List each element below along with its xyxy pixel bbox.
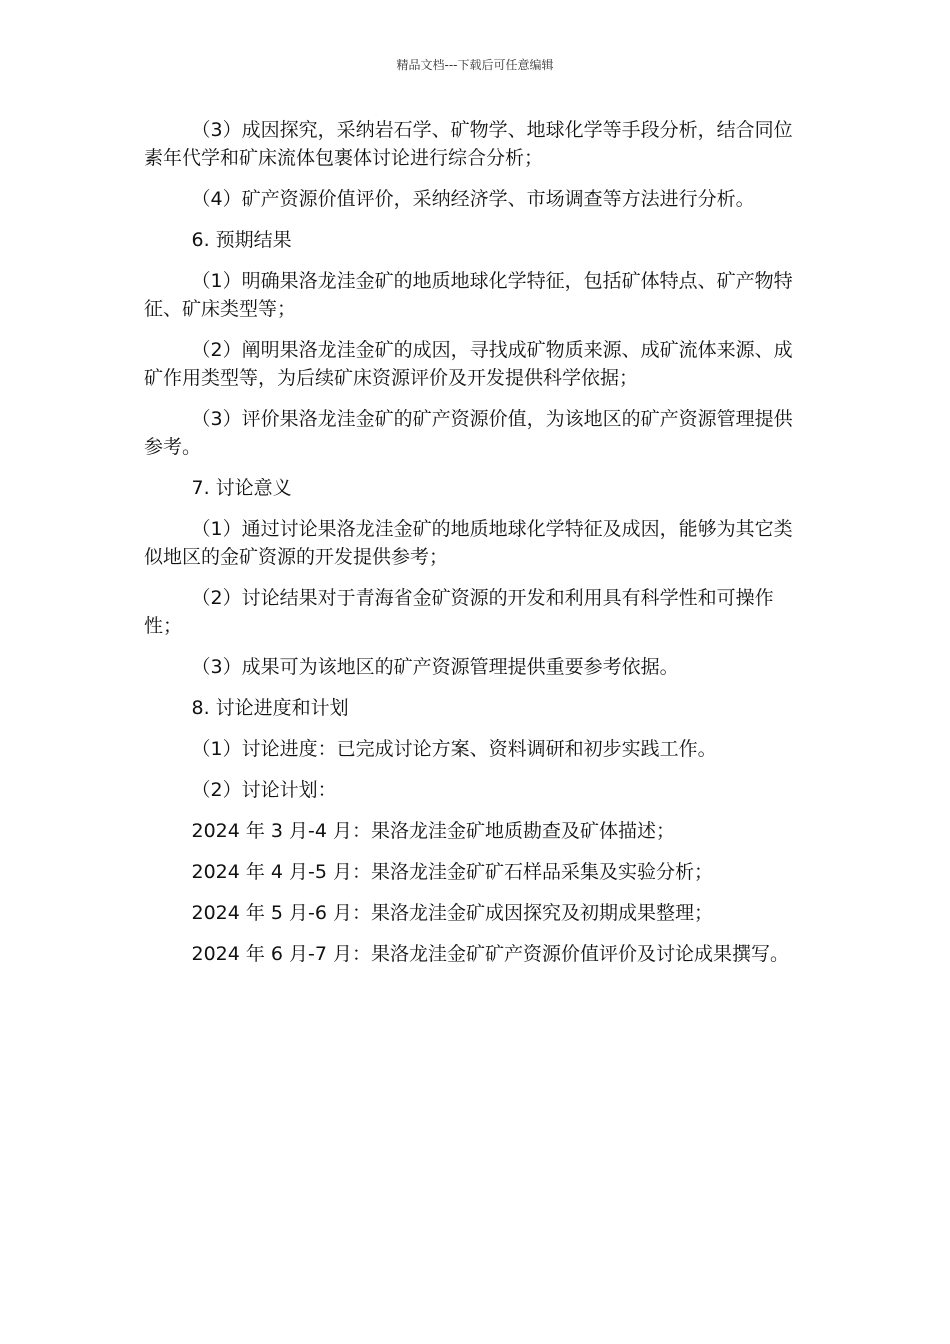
paragraph-plan: （2）讨论计划： — [191, 779, 337, 801]
section-heading-schedule: 8. 讨论进度和计划 — [191, 697, 349, 719]
page-header: 精品文档---下载后可任意编辑 — [396, 58, 554, 72]
schedule-item-mar-apr: 2024 年 3 月-4 月：果洛龙洼金矿地质勘查及矿体描述； — [191, 820, 676, 842]
paragraph-value-evaluation: （4）矿产资源价值评价，采纳经济学、市场调查等方法进行分析。 — [191, 188, 755, 210]
schedule-item-may-jun: 2024 年 5 月-6 月：果洛龙洼金矿成因探究及初期成果整理； — [191, 902, 714, 924]
paragraph-result-1: （1）明确果洛龙洼金矿的地质地球化学特征，包括矿体特点、矿产物特征、矿床类型等； — [144, 270, 793, 320]
paragraph-cause-study: （3）成因探究，采纳岩石学、矿物学、地球化学等手段分析，结合同位素年代学和矿床流体包裹体讨论进行综合分析； — [144, 119, 793, 169]
paragraph-significance-1: （1）通过讨论果洛龙洼金矿的地质地球化学特征及成因，能够为其它类似地区的金矿资源的开发提供参考； — [144, 518, 793, 568]
paragraph-significance-3: （3）成果可为该地区的矿产资源管理提供重要参考依据。 — [191, 656, 679, 678]
schedule-item-jun-jul: 2024 年 6 月-7 月：果洛龙洼金矿矿产资源价值评价及讨论成果撰写。 — [191, 943, 790, 965]
paragraph-progress: （1）讨论进度：已完成讨论方案、资料调研和初步实践工作。 — [191, 738, 717, 760]
schedule-item-apr-may: 2024 年 4 月-5 月：果洛龙洼金矿矿石样品采集及实验分析； — [191, 861, 714, 883]
section-heading-significance: 7. 讨论意义 — [191, 477, 292, 499]
paragraph-significance-2: （2）讨论结果对于青海省金矿资源的开发和利用具有科学性和可操作性； — [144, 587, 774, 637]
paragraph-result-3: （3）评价果洛龙洼金矿的矿产资源价值，为该地区的矿产资源管理提供参考。 — [144, 408, 793, 458]
paragraph-result-2: （2）阐明果洛龙洼金矿的成因，寻找成矿物质来源、成矿流体来源、成矿作用类型等，为后续矿床资源评价及开发提供科学依据； — [144, 339, 793, 389]
section-heading-expected-results: 6. 预期结果 — [191, 229, 292, 251]
document-body — [144, 116, 808, 981]
